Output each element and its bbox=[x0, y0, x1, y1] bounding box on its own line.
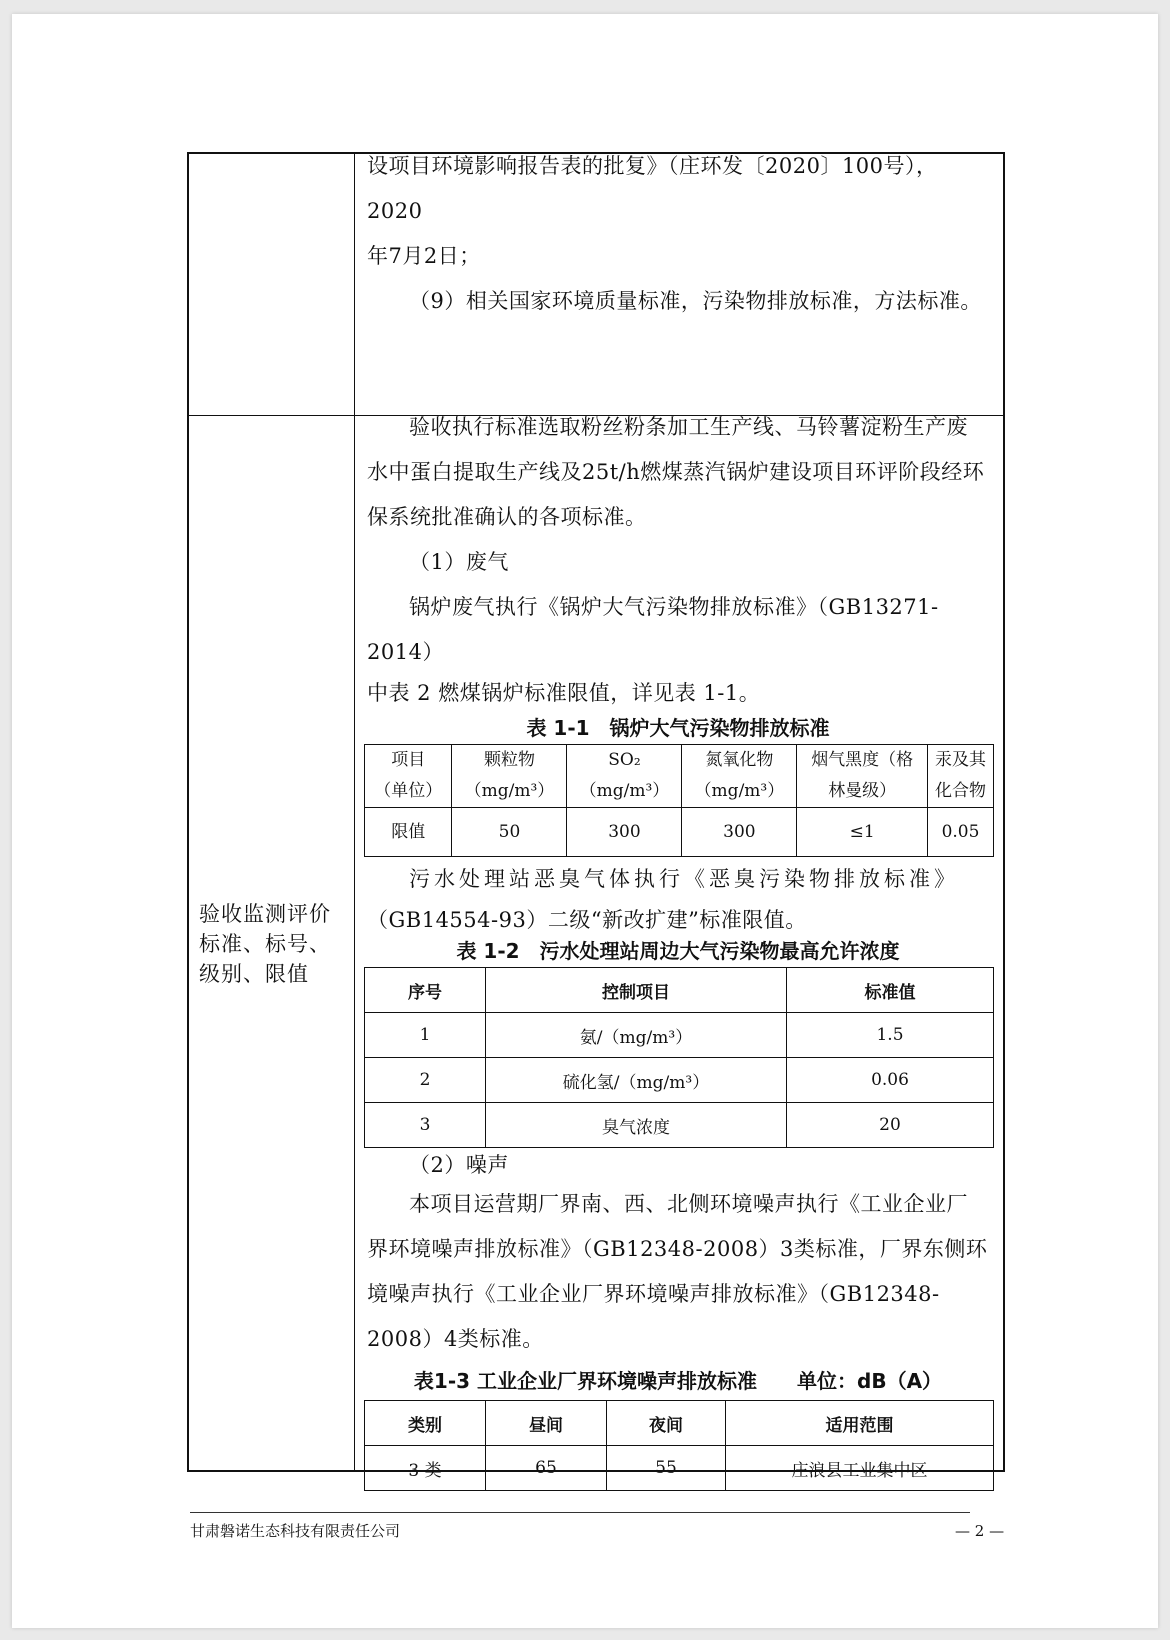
page-number: — 2 — bbox=[955, 1522, 1005, 1540]
table1-header: 烟气黑度（格 林曼级） bbox=[797, 745, 928, 808]
intro-paragraph: 验收执行标准选取粉丝粉条加工生产线、马铃薯淀粉生产废水中蛋白提取生产线及25t/h燃煤蒸汽锅炉建设项目环评阶段经环保系统批准确认的各项标准。 bbox=[367, 415, 985, 529]
waste-gas-heading: （1）废气 bbox=[409, 550, 509, 574]
table2 bbox=[364, 967, 994, 1148]
table2-header: 控制项目 bbox=[486, 968, 787, 1013]
table1-header: 颗粒物 （mg/m³） bbox=[452, 745, 567, 808]
boiler-text-1: 锅炉废气执行《锅炉大气污染物排放标准》（GB13271-2014） bbox=[367, 595, 939, 664]
table3-cell: 55 bbox=[607, 1446, 726, 1491]
table3 bbox=[364, 1400, 994, 1491]
table2-cell: 3 bbox=[365, 1103, 486, 1148]
table2-caption: 表 1-2 污水处理站周边大气污染物最高允许浓度 bbox=[456, 939, 900, 963]
table1-caption: 表 1-1 锅炉大气污染物排放标准 bbox=[526, 716, 830, 740]
table1-cell: 0.05 bbox=[928, 808, 994, 857]
table1-cell: 300 bbox=[682, 808, 797, 857]
main-cell bbox=[367, 405, 989, 1491]
table2-cell: 0.06 bbox=[787, 1058, 994, 1103]
standards-table-frame bbox=[187, 152, 1005, 1481]
table2-cell: 1.5 bbox=[787, 1013, 994, 1058]
table2-cell: 20 bbox=[787, 1103, 994, 1148]
footer-company: 甘肃磐诺生态科技有限责任公司 bbox=[190, 1522, 401, 1540]
table1 bbox=[364, 744, 994, 857]
top-line-1: 设项目环境影响报告表的批复》（庄环发〔2020〕100号），2020 bbox=[367, 154, 938, 223]
table3-header: 夜间 bbox=[607, 1401, 726, 1446]
odor-text-1: 污水处理站恶臭气体执行《恶臭污染物排放标准》 bbox=[409, 867, 959, 891]
noise-paragraph: 本项目运营期厂界南、西、北侧环境噪声执行《工业企业厂界环境噪声排放标准》（GB12348-2008）3类标准，厂界东侧环境噪声执行《工业企业厂界环境噪声排放标准》（GB12348-2008）4类标准。 bbox=[367, 1192, 988, 1351]
top-line-3: （9）相关国家环境质量标准，污染物排放标准，方法标准。 bbox=[409, 289, 982, 313]
table2-header: 序号 bbox=[365, 968, 486, 1013]
table1-cell: ≤1 bbox=[797, 808, 928, 857]
table1-cell: 限值 bbox=[365, 808, 452, 857]
table2-header: 标准值 bbox=[787, 968, 994, 1013]
table1-header: SO₂ （mg/m³） bbox=[567, 745, 682, 808]
boiler-text-2: 中表 2 燃煤锅炉标准限值，详见表 1-1。 bbox=[367, 681, 761, 705]
noise-heading: （2）噪声 bbox=[409, 1153, 509, 1177]
table2-cell: 臭气浓度 bbox=[486, 1103, 787, 1148]
table2-cell: 1 bbox=[365, 1013, 486, 1058]
footer-divider bbox=[190, 1512, 970, 1513]
table3-cell: 庄浪县工业集中区 bbox=[726, 1446, 994, 1491]
table1-cell: 50 bbox=[452, 808, 567, 857]
odor-text-2: （GB14554-93）二级“新改扩建”标准限值。 bbox=[367, 908, 807, 932]
top-cell bbox=[367, 144, 989, 324]
table1-header: 项目 （单位） bbox=[365, 745, 452, 808]
table1-header: 汞及其 化合物 bbox=[928, 745, 994, 808]
table2-cell: 2 bbox=[365, 1058, 486, 1103]
table1-cell: 300 bbox=[567, 808, 682, 857]
table3-caption: 表1-3 工业企业厂界环境噪声排放标准 单位：dB（A） bbox=[413, 1369, 943, 1393]
table3-header: 适用范围 bbox=[726, 1401, 994, 1446]
table1-header: 氮氧化物 （mg/m³） bbox=[682, 745, 797, 808]
table2-cell: 氨/（mg/m³） bbox=[486, 1013, 787, 1058]
row-label: 验收监测评价标准、标号、级别、限值 bbox=[199, 902, 331, 986]
table3-header: 昼间 bbox=[486, 1401, 607, 1446]
table2-cell: 硫化氢/（mg/m³） bbox=[486, 1058, 787, 1103]
top-line-2: 年7月2日； bbox=[367, 244, 481, 268]
table3-header: 类别 bbox=[365, 1401, 486, 1446]
table3-cell: 3 类 bbox=[365, 1446, 486, 1491]
table3-cell: 65 bbox=[486, 1446, 607, 1491]
